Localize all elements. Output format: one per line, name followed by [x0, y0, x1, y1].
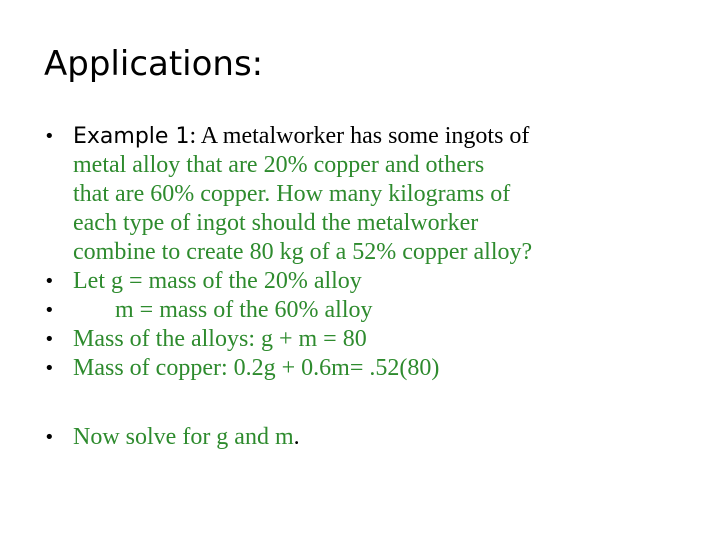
example-label: Example 1 — [73, 124, 190, 149]
bullet-dot: • — [44, 358, 55, 379]
let-g-text: Let g = mass of the 20% alloy — [73, 268, 362, 294]
example-bullet — [44, 122, 704, 267]
copper-mass-text: Mass of copper: 0.2g + 0.6m= .52(80) — [73, 355, 440, 381]
example-line-5: combine to create 80 kg of a 52% copper alloy? — [73, 239, 533, 265]
example-first-line — [73, 122, 704, 151]
bullet-list — [44, 122, 704, 452]
bullet-dot: • — [44, 329, 55, 350]
bullet-dot: • — [44, 427, 55, 448]
solve-period: . — [293, 424, 300, 450]
example-line-2: metal alloy that are 20% copper and others — [73, 152, 485, 178]
bullet-dot: • — [44, 271, 55, 292]
solve-bullet — [44, 423, 704, 452]
example-colon: : — [189, 123, 197, 149]
example-line-3: that are 60% copper. How many kilograms of — [73, 181, 511, 207]
spacer — [44, 383, 704, 423]
alloy-mass-text: Mass of the alloys: g + m = 80 — [73, 326, 367, 352]
let-g-bullet — [44, 267, 704, 296]
solve-text: Now solve for g and m — [73, 424, 294, 450]
example-line-4: each type of ingot should the metalworker — [73, 210, 479, 236]
solve-line — [73, 423, 704, 452]
let-m-text: m = mass of the 60% alloy — [115, 297, 373, 323]
copper-mass-bullet — [44, 354, 704, 383]
let-m-bullet — [44, 296, 704, 325]
alloy-mass-bullet — [44, 325, 704, 354]
example-line-1: A metalworker has some ingots of — [200, 123, 530, 149]
slide-title: Applications: — [44, 44, 264, 84]
bullet-dot: • — [44, 300, 55, 321]
bullet-dot: • — [44, 126, 55, 147]
